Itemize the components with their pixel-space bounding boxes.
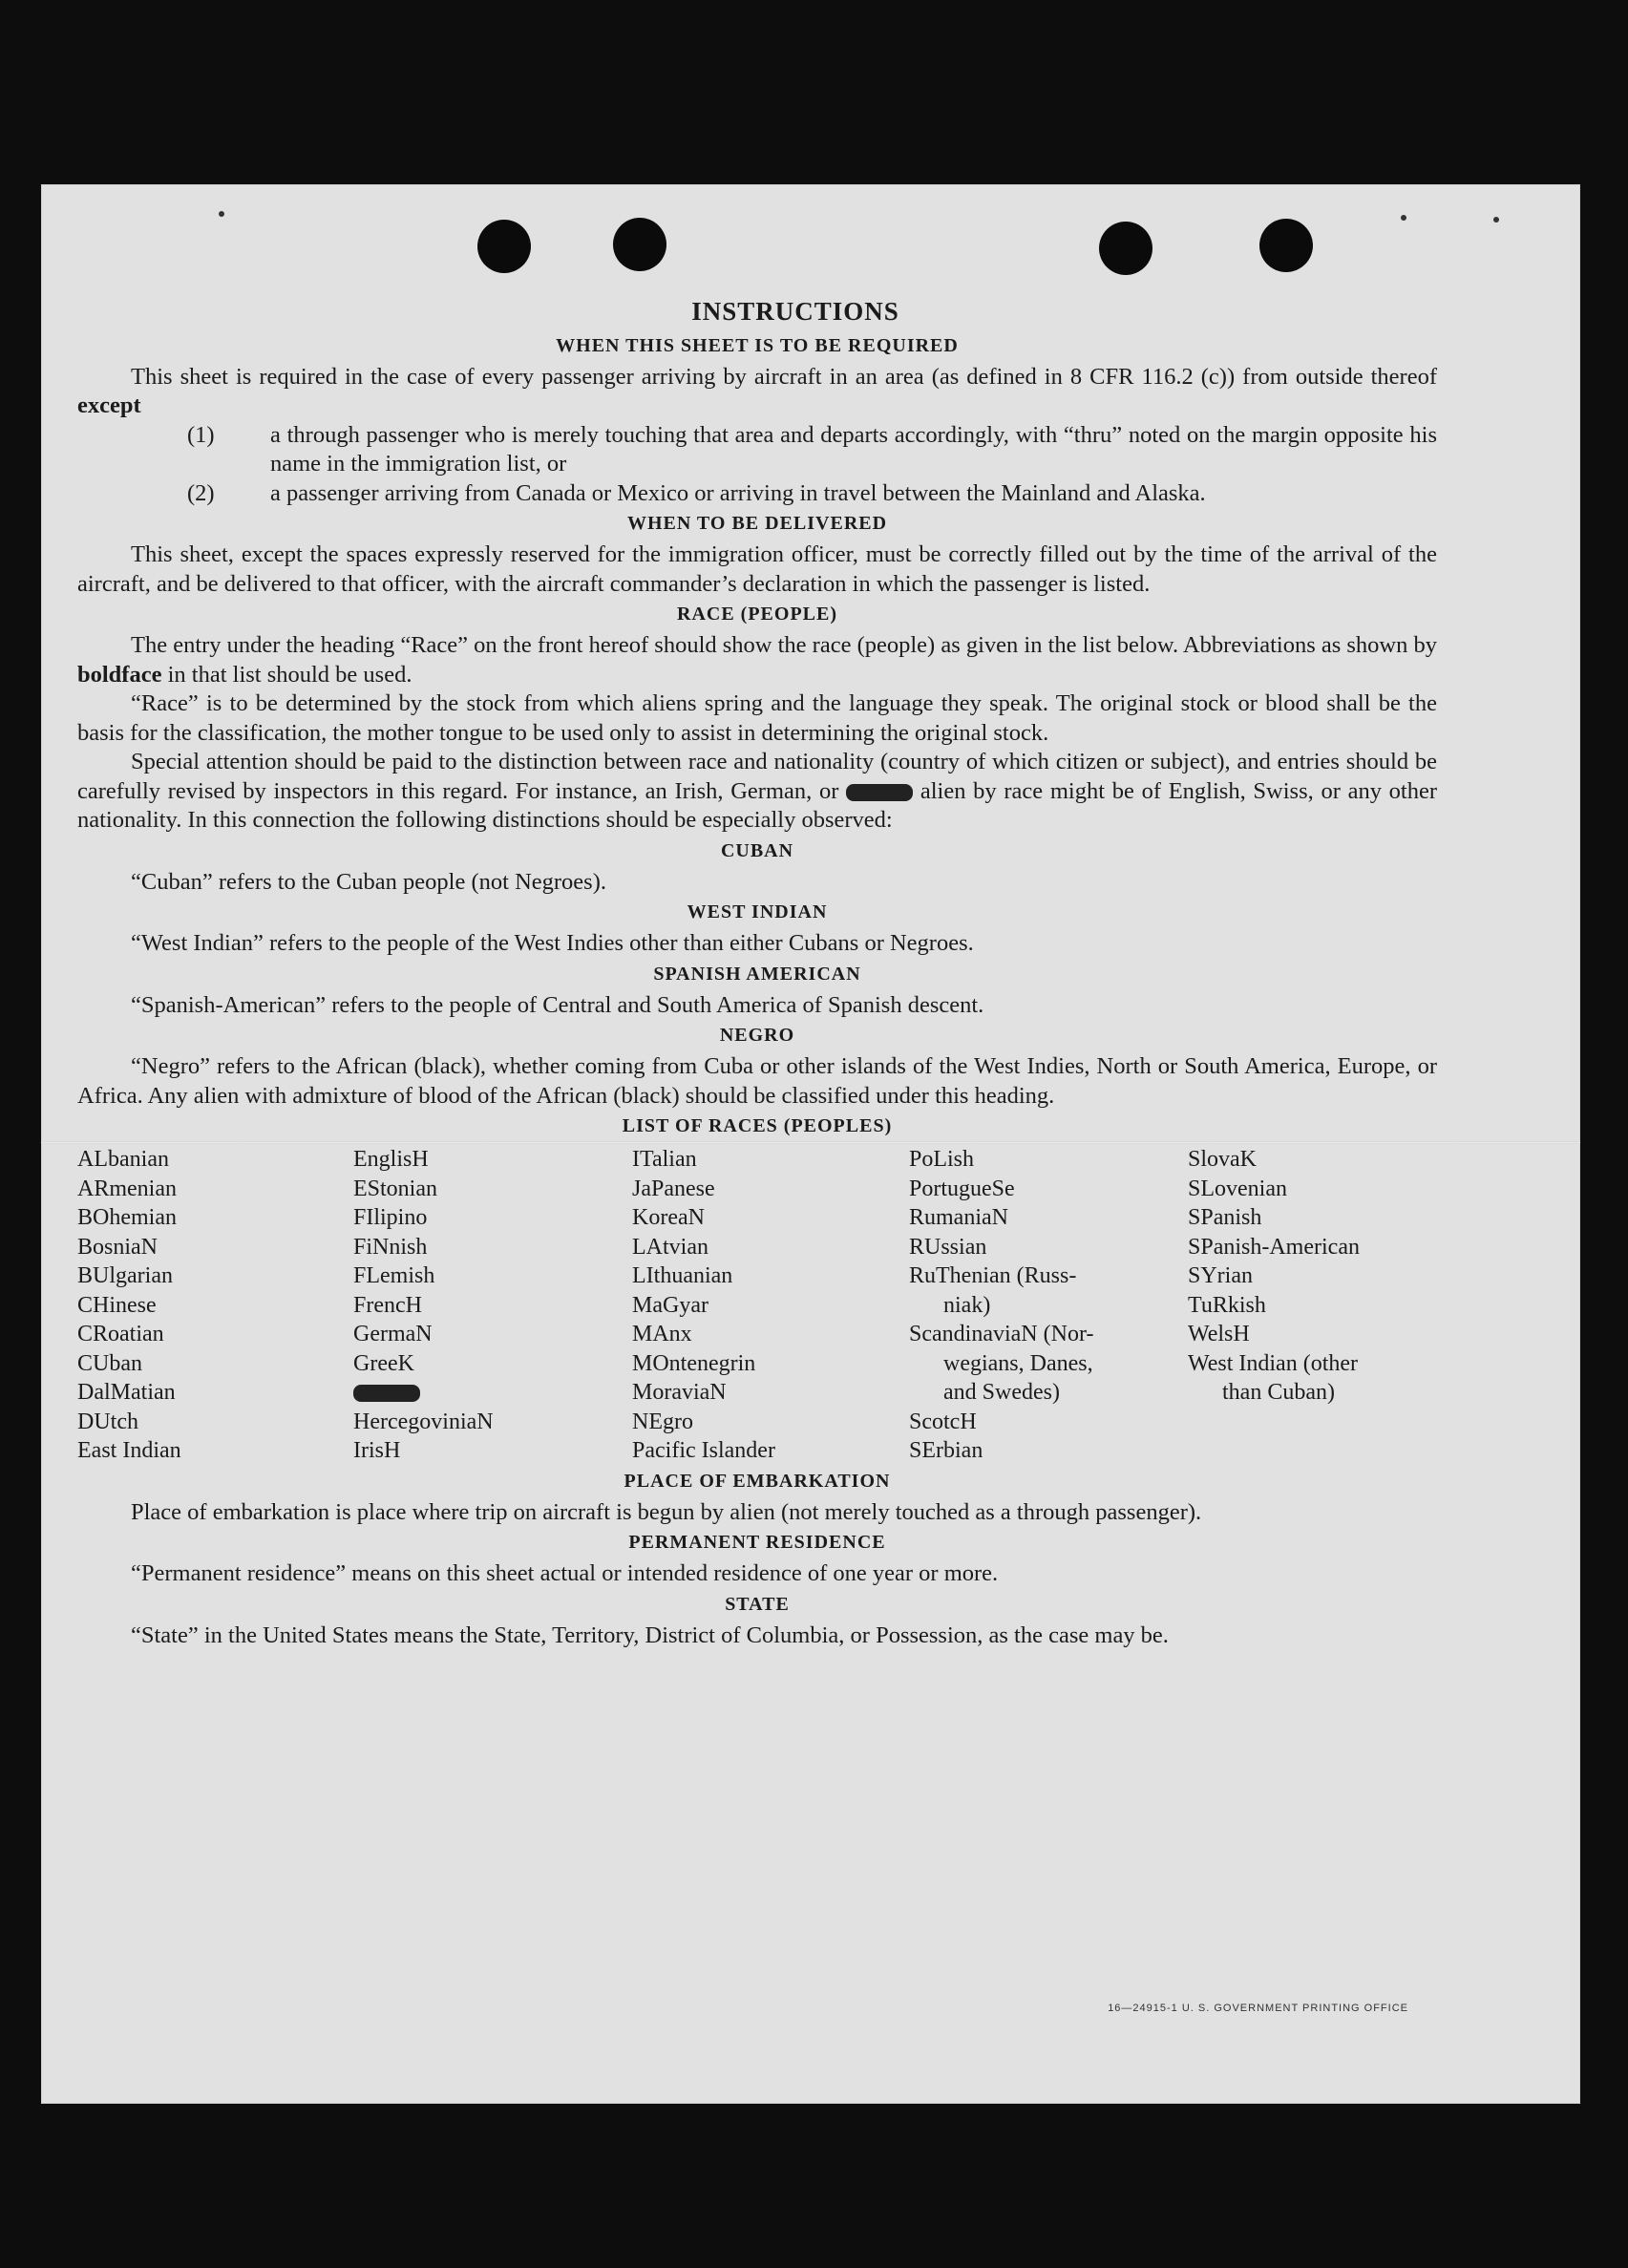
race-item: and Swedes) [909,1380,1060,1405]
race-item: WelsH [1188,1322,1250,1346]
list-item [77,421,1437,479]
race-item: MAnx [632,1322,692,1346]
race-list [77,1145,1437,1466]
paragraph: Place of embarkation is place where trip on aircraft is begun by alien (not merely touched as a through passenger). [131,1498,1202,1525]
section-heading: LIST OF RACES (PEOPLES) [622,1115,893,1136]
race-item: SLovenian [1188,1176,1287,1201]
race-item: SYrian [1188,1263,1253,1288]
race-column [77,1145,353,1466]
race-item: CHinese [77,1292,157,1318]
paragraph [77,631,1437,689]
paragraph [77,748,1437,836]
section-heading: SPANISH AMERICAN [653,963,861,985]
race-item: EStonian [353,1176,437,1201]
race-item: BOhemian [77,1205,177,1230]
race-item: GreeK [353,1350,414,1376]
race-item: HercegoviniaN [353,1409,494,1434]
race-item: DalMatian [77,1380,176,1405]
race-item: than Cuban) [1188,1380,1335,1405]
paragraph-text: in that list should be used. [167,661,412,688]
race-item: CUban [77,1350,142,1376]
race-item: ITalian [632,1147,697,1172]
section-heading: STATE [725,1593,790,1615]
emphasis: except [77,392,141,418]
race-item: PoLish [909,1147,975,1172]
paragraph: “State” in the United States means the State, Territory, District of Columbia, or Possession, as the case may be. [131,1622,1169,1648]
item-text: a passenger arriving from Canada or Mexico or arriving in travel between the Mainland and Alaska. [270,479,1206,506]
punch-hole [1099,222,1152,275]
race-item: ALbanian [77,1147,169,1172]
emphasis: boldface [77,661,162,688]
race-item: MOntenegrin [632,1350,756,1376]
race-item: ARmenian [77,1176,177,1201]
paragraph: This sheet, except the spaces expressly reserved for the immigration officer, must be correctly filled out by the time of the arrival of the aircraft, and be delivered to that officer, with the aircraft commander’s declaration in which the passenger is listed. [77,541,1437,597]
race-item: Pacific Islander [632,1438,775,1463]
race-column [632,1145,909,1466]
race-item: SPanish [1188,1205,1262,1230]
section-heading: PERMANENT RESIDENCE [628,1532,886,1553]
paragraph [77,363,1437,421]
race-item: West Indian (other [1188,1350,1359,1376]
paragraph: “Race” is to be determined by the stock from which aliens spring and the language they speak. The original stock or blood shall be the basis for the classification, the mother tongue to be used only to assist in determining the original stock. [77,690,1437,746]
race-item: GermaN [353,1322,433,1346]
race-item: FIlipino [353,1205,428,1230]
speck [1493,217,1499,223]
section-heading: CUBAN [720,839,794,861]
paragraph: “Spanish-American” refers to the people of Central and South America of Spanish descent. [131,991,984,1018]
paragraph-text: This sheet is required in the case of every passenger arriving by aircraft in an area (as defined in 8 CFR 116.2 (c)) from outside thereof [131,363,1437,390]
race-item: BUlgarian [77,1263,173,1288]
race-item: EnglisH [353,1147,429,1172]
race-item: DUtch [77,1409,138,1434]
race-item: BosniaN [77,1234,158,1260]
race-item: LAtvian [632,1234,708,1260]
redaction-blot [846,784,913,801]
race-item: RumaniaN [909,1205,1008,1230]
section-heading: NEGRO [719,1025,795,1046]
speck [1401,215,1406,221]
section-heading: WEST INDIAN [687,901,828,922]
race-item: LIthuanian [632,1263,733,1288]
race-item: CRoatian [77,1322,164,1346]
section-heading: RACE (PEOPLE) [677,604,837,625]
item-number: (1) [187,421,215,448]
item-number: (2) [187,479,215,506]
paragraph: “Permanent residence” means on this sheet actual or intended residence of one year or more. [131,1560,999,1586]
race-item: SPanish-American [1188,1234,1360,1260]
race-item: RuThenian (Russ- [909,1263,1077,1288]
race-column [1188,1145,1436,1466]
race-column [909,1145,1188,1466]
printer-imprint: 16—24915-1 U. S. GOVERNMENT PRINTING OFFICE [1108,2003,1408,2014]
section-heading: WHEN TO BE DELIVERED [626,513,888,534]
speck [219,211,224,217]
race-item: SErbian [909,1438,983,1463]
punch-hole [477,220,531,273]
redaction-blot [353,1378,632,1408]
race-item: NEgro [632,1409,693,1434]
item-text: a through passenger who is merely touching that area and departs accordingly, with “thru” noted on the margin opposite his name in the immigration list, or [270,421,1437,477]
race-item: KoreaN [632,1205,705,1230]
race-item: wegians, Danes, [909,1350,1093,1376]
page-title: INSTRUCTIONS [691,297,899,326]
race-item: TuRkish [1188,1292,1266,1318]
race-item: ScandinaviaN (Nor- [909,1322,1094,1346]
instructions-body [77,297,1437,1650]
list-item [77,479,1437,509]
paragraph-text: Special attention should be paid to the distinction between race and nationality (country of which citizen or subject), and entries should be carefully revised by inspectors in this regard. For instance, an Irish, German, or [77,749,1437,804]
race-item: niak) [909,1292,991,1318]
race-item: FrencH [353,1292,422,1318]
race-item: JaPanese [632,1176,715,1201]
race-item: MaGyar [632,1292,708,1318]
race-item: IrisH [353,1438,401,1463]
section-heading: WHEN THIS SHEET IS TO BE REQUIRED [556,334,959,356]
race-item: East Indian [77,1438,181,1463]
punch-hole [613,218,666,271]
section-heading: PLACE OF EMBARKATION [624,1470,891,1492]
race-item: ScotcH [909,1409,977,1434]
race-column [353,1145,632,1466]
race-item: FiNnish [353,1234,428,1260]
paragraph: “West Indian” refers to the people of the West Indies other than either Cubans or Negroes. [131,930,974,956]
paragraph: “Cuban” refers to the Cuban people (not Negroes). [131,868,606,895]
race-item: SlovaK [1188,1147,1257,1172]
race-item: RUssian [909,1234,987,1260]
paragraph-text: The entry under the heading “Race” on the front hereof should show the race (people) as given in the list below. Abbreviations as shown by [131,632,1437,658]
race-item: PortugueSe [909,1176,1015,1201]
punch-hole [1259,219,1313,272]
document-sheet [41,184,1580,2104]
paragraph: “Negro” refers to the African (black), whether coming from Cuba or other islands of the West Indies, North or South America, Europe, or Africa. Any alien with admixture of blood of the African (black) should be classified under this heading. [77,1053,1437,1109]
race-item: MoraviaN [632,1380,727,1405]
paragraph-text: alien by race might be of English, Swiss, or any other nationality. In this connection the following distinctions should be especially observed: [77,777,1437,833]
race-item: FLemish [353,1263,435,1288]
